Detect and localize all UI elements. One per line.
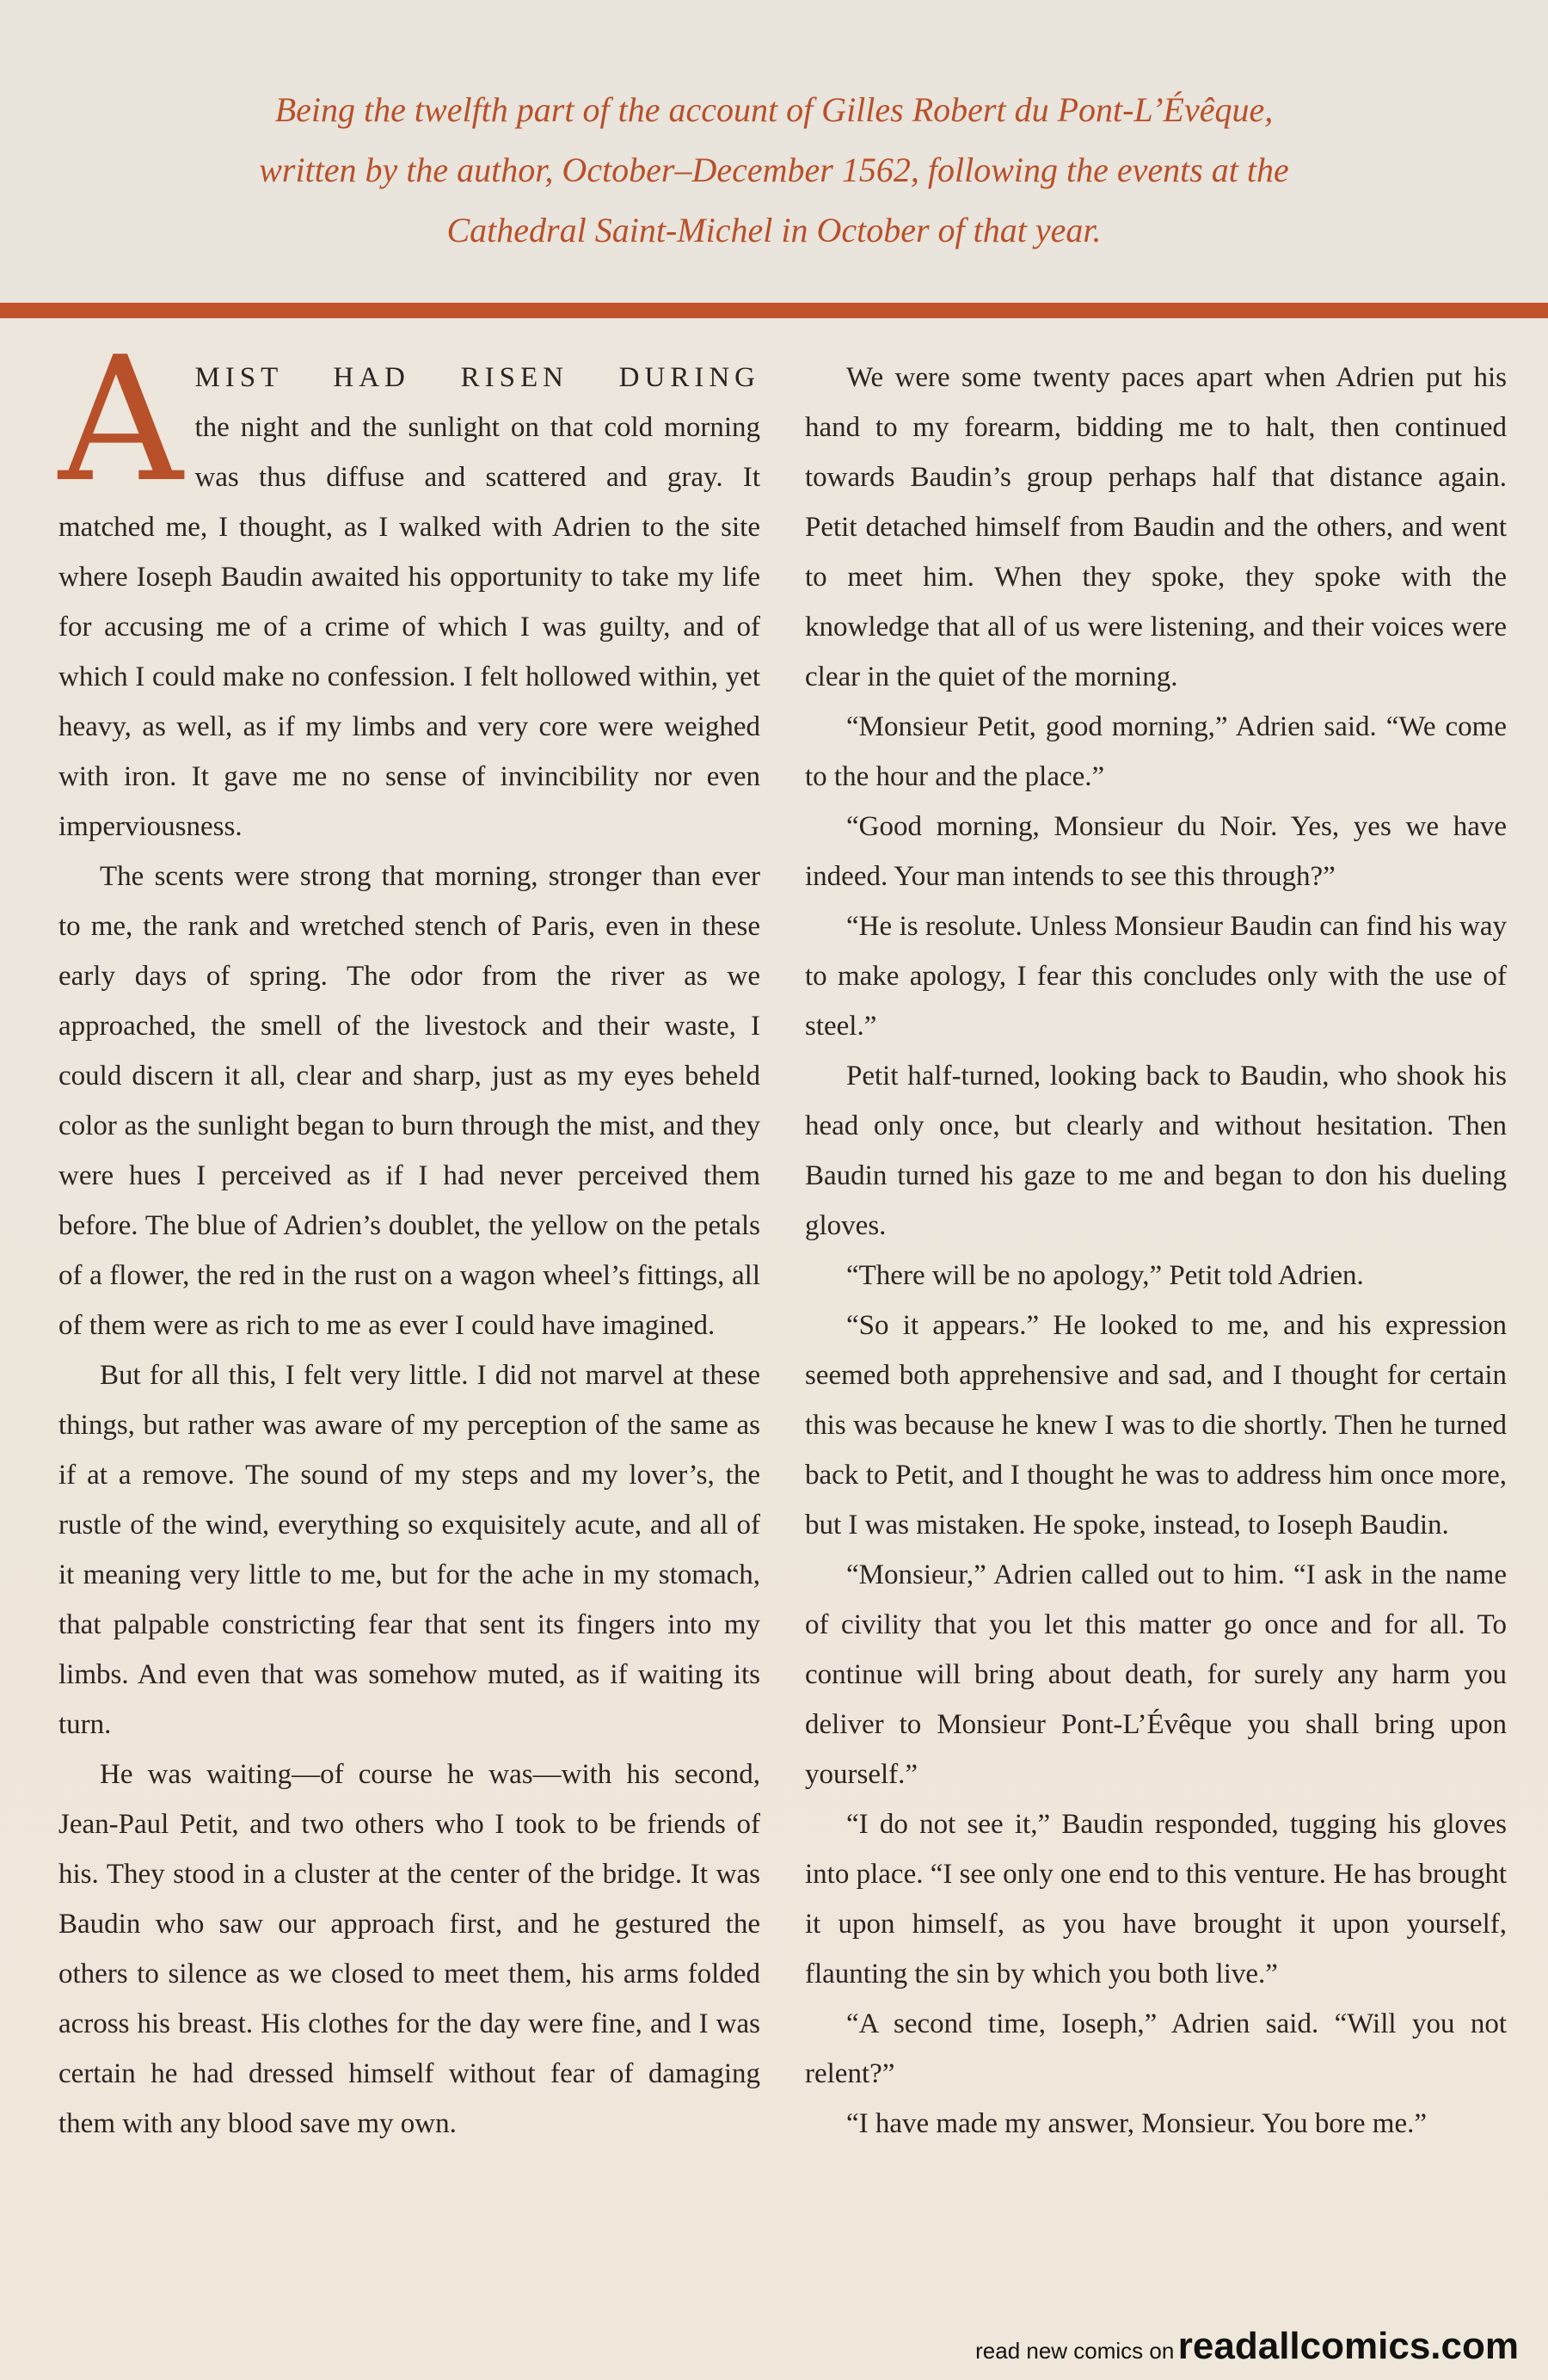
page-header xyxy=(0,0,1548,303)
footer-prefix: read new comics on xyxy=(975,2338,1175,2364)
header-divider-rule xyxy=(0,303,1548,318)
paragraph: “There will be no apology,” Petit told Adrien. xyxy=(846,1260,1364,1291)
drop-cap: A xyxy=(58,320,183,520)
header-line-1: Being the twelfth part of the account of Gilles Robert du Pont-L’Évêque, xyxy=(274,90,1274,129)
paragraph: He was waiting—of course he was—with his second, Jean-Paul Petit, and two others who I took to be friends of his. They stood in a cluster at the center of the bridge. It was Baudin who saw our approach first, and he gestured the others to silence as we closed to meet them, his arms folded across his breast. His clothes for the day were fine, and I was certain he had dressed himself without fear of damaging them with any blood save my own. xyxy=(58,1759,760,2139)
paragraph: “Monsieur Petit, good morning,” Adrien said. “We come to the hour and the place.” xyxy=(805,711,1507,792)
paragraph: “He is resolute. Unless Monsieur Baudin can find his way to make apology, I fear this concludes only with the use of steel.” xyxy=(805,911,1507,1042)
paragraph: The scents were strong that morning, stronger than ever to me, the rank and wretched stench of Paris, even in these early days of spring. The odor from the river as we approached, the smell of the livestock and their waste, I could discern it all, clear and sharp, just as my eyes beheld color as the sunlight began to burn through the mist, and they were hues I perceived as if I had never perceived them before. The blue of Adrien’s doublet, the yellow on the petals of a flower, the red in the rust on a wagon wheel’s fittings, all of them were as rich to me as ever I could have imagined. xyxy=(58,861,760,1341)
paragraph: “I have made my answer, Monsieur. You bore me.” xyxy=(846,2108,1428,2139)
opening-paragraph-text: the night and the sunlight on that cold morning was thus diffuse and scattered and gray. It matched me, I thought, as I walked with Adrien to the site where Ioseph Baudin awaited his opportunity to take my life for accusing me of a crime of which I was guilty, and of which I could make no confession. I felt hollowed within, yet heavy, as well, as if my limbs and very core were weighed with iron. It gave me no sense of invincibility nor even imperviousness. xyxy=(58,412,760,842)
header-line-3: Cathedral Saint-Michel in October of that year. xyxy=(446,211,1102,249)
paragraph: “I do not see it,” Baudin responded, tugging his gloves into place. “I see only one end to this venture. He has brought it upon himself, as you have brought it upon yourself, flaunting the sin by which you both live.” xyxy=(805,1809,1507,1989)
text-column-right xyxy=(805,353,1507,2149)
opening-paragraph xyxy=(58,320,760,852)
paragraph: “Good morning, Monsieur du Noir. Yes, yes we have indeed. Your man intends to see this through?” xyxy=(805,811,1507,892)
paragraph: “A second time, Ioseph,” Adrien said. “Will you not relent?” xyxy=(805,2008,1507,2089)
paragraph: “So it appears.” He looked to me, and his expression seemed both apprehensive and sad, and I thought for certain this was because he knew I was to die shortly. Then he turned back to Petit, and I thought he was to address him once more, but I was mistaken. He spoke, instead, to Ioseph Baudin. xyxy=(805,1310,1507,1541)
header-line-2: written by the author, October–December 1562, following the events at the xyxy=(259,151,1289,189)
paragraph: Petit half-turned, looking back to Baudin, who shook his head only once, but clearly and without hesitation. Then Baudin turned his gaze to me and began to don his dueling gloves. xyxy=(805,1061,1507,1241)
paragraph: We were some twenty paces apart when Adrien put his hand to my forearm, bidding me to halt, then continued towards Baudin’s group perhaps half that distance again. Petit detached himself from Baudin and the others, and went to meet him. When they spoke, they spoke with the knowledge that all of us were listening, and their voices were clear in the quiet of the morning. xyxy=(805,362,1507,692)
paragraph: But for all this, I felt very little. I did not marvel at these things, but rather was aware of my perception of the same as if at a remove. The sound of my steps and my lover’s, the rustle of the wind, everything so exquisitely acute, and all of it meaning very little to me, but for the ache in my stomach, that palpable constricting fear that sent its fingers into my limbs. And even that was somehow muted, as if waiting its turn. xyxy=(58,1360,760,1740)
text-column-left xyxy=(58,320,760,2149)
footer-site-link[interactable]: readallcomics.com xyxy=(1177,2325,1519,2367)
paragraph: “Monsieur,” Adrien called out to him. “I ask in the name of civility that you let this matter go once and for all. To continue will bring about death, for surely any harm you deliver to Monsieur Pont-L’Évêque you shall bring upon yourself.” xyxy=(805,1559,1507,1790)
opening-small-caps: MIST HAD RISEN DURING xyxy=(194,362,760,393)
watermark-footer xyxy=(975,2325,1519,2368)
